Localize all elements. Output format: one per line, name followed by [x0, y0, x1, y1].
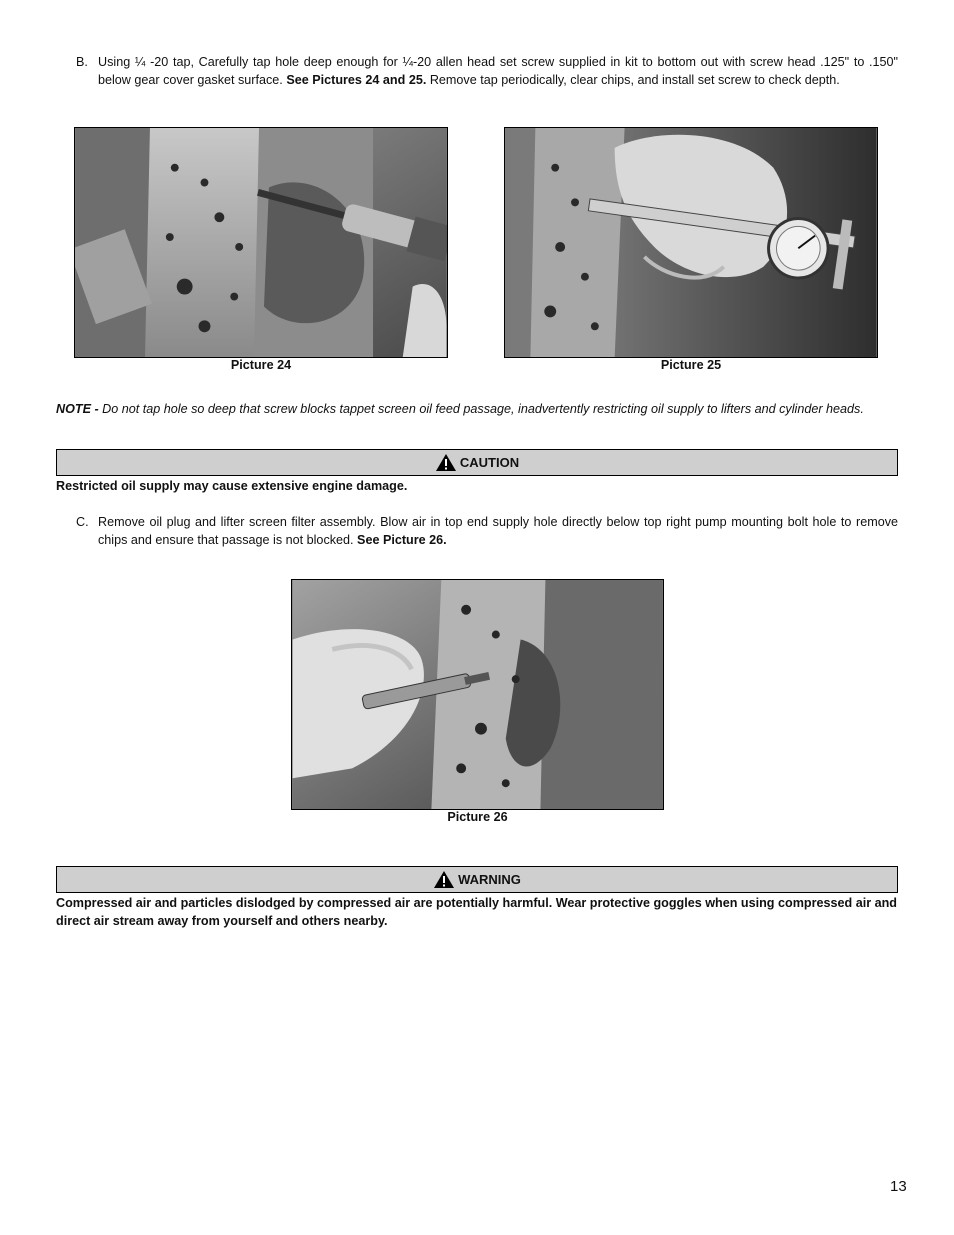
step-b — [76, 53, 898, 89]
picture-24-caption: Picture 24 — [230, 358, 292, 372]
step-c-reference: See Picture 26. — [357, 533, 447, 547]
picture-26-photo — [291, 579, 664, 810]
note-text: Do not tap hole so deep that screw blocks tappet screen oil feed passage, inadvertently restricting oil supply to lifters and cylinder heads. — [98, 402, 864, 416]
warning-text: Compressed air and particles dislodged by compressed air are potentially harmful. Wear protective goggles when using compressed air and direct air stream away from yourself and others nearby. — [56, 896, 897, 928]
note — [56, 402, 898, 416]
picture-24-photo — [74, 127, 448, 358]
note-label: NOTE - — [56, 402, 99, 416]
caliper-icon — [505, 128, 877, 357]
step-c-text: Remove oil plug and lifter screen filter assembly. Blow air in top end supply hole directly below top right pump mounting bolt hole to remove chips and ensure that passage is not blocked. See Picture 26. — [98, 515, 898, 547]
warning-triangle-icon — [433, 870, 455, 889]
step-b-text: Using ¼ -20 tap, Carefully tap hole deep enough for ¼-20 allen head set screw supplied in kit to bottom out with screw head .125" to .150" below gear cover gasket surface. See Pictures 24 and 25. Remove tap periodically, clear chips, and install set screw to check depth. — [98, 55, 898, 87]
step-c — [76, 513, 898, 549]
caution-banner — [56, 449, 898, 476]
warning-title: WARNING — [458, 872, 521, 887]
picture-26-caption: Picture 26 — [447, 810, 508, 824]
step-c-letter: C. — [76, 515, 89, 529]
picture-25-caption: Picture 25 — [660, 358, 722, 372]
warning-banner — [56, 866, 898, 893]
page-number: 13 — [890, 1178, 907, 1195]
tap-tool-icon — [75, 128, 447, 357]
air-nozzle-icon — [292, 580, 663, 809]
step-b-reference: See Pictures 24 and 25. — [286, 73, 427, 87]
caution-title: CAUTION — [459, 455, 520, 470]
caution-text: Restricted oil supply may cause extensive engine damage. — [56, 479, 408, 493]
picture-25-photo — [504, 127, 878, 358]
warning-triangle-icon — [435, 453, 457, 472]
step-b-letter: B. — [76, 55, 88, 69]
